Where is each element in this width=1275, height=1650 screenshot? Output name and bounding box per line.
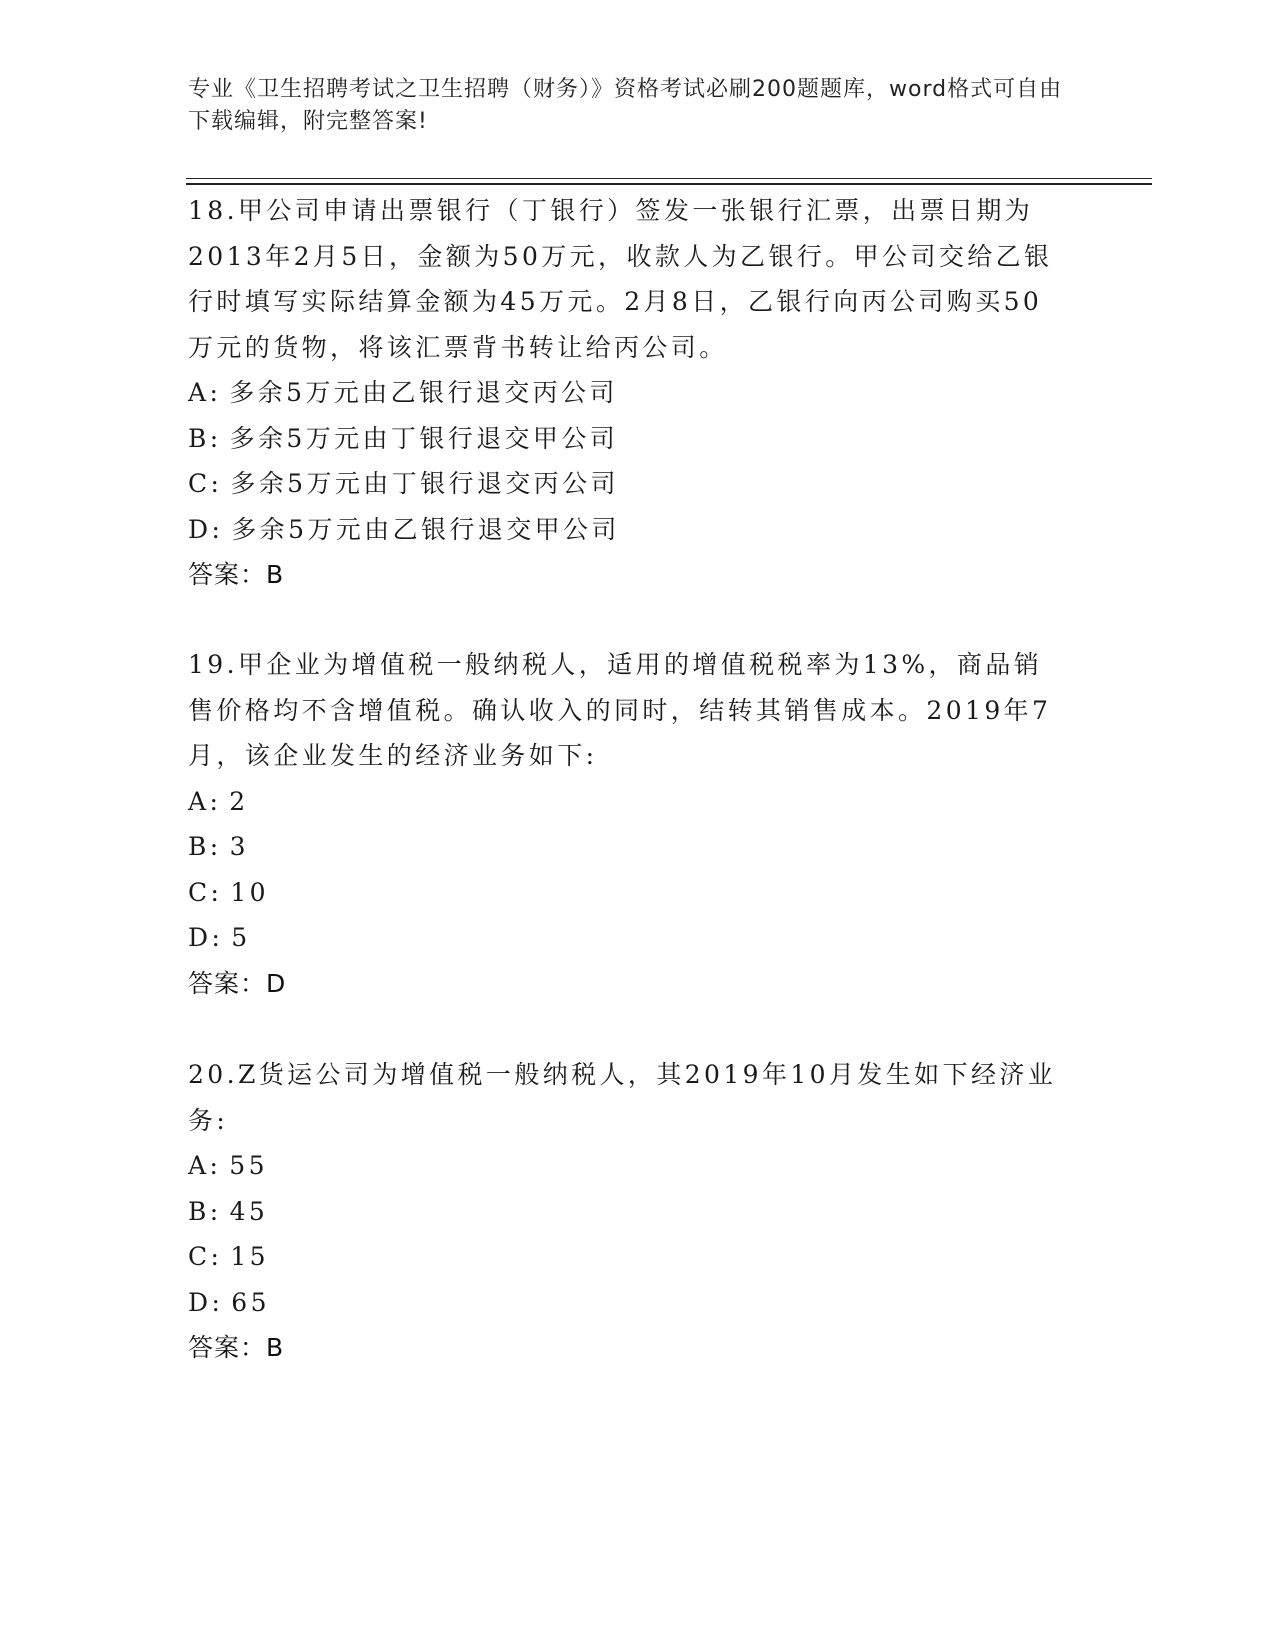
option-key: D: [188,923,224,952]
question-stem: 19.甲企业为增值税一般纳税人，适用的增值税税率为13%，商品销售价格均不含增值税。确认收入的同时，结转其销售成本。2019年7月，该企业发生的经济业务如下: [188,650,1052,770]
option-key: C: [188,877,223,907]
document-title: 专业《卫生招聘考试之卫生招聘（财务）》资格考试必刷200题题库，word格式可自由下载编辑，附完整答案! [188,77,1063,134]
option-a [188,779,1068,825]
option-key: A: [188,378,222,407]
option-text: 2 [229,786,249,816]
header-divider-thin [186,178,1152,179]
option-d [188,915,1068,961]
option-c [188,870,1068,916]
option-text: 多余5万元由乙银行退交甲公司 [231,514,620,544]
option-text: 多余5万元由乙银行退交丙公司 [229,378,618,407]
question-stem: 20.Z货运公司为增值税一般纳税人，其2019年10月发生如下经济业务: [188,1060,1057,1135]
answer: 答案：B [188,560,285,589]
option-d [188,1280,1068,1326]
option-text: 10 [230,877,269,907]
option-key: D: [188,514,224,544]
question-stem: 18.甲公司申请出票银行（丁银行）签发一张银行汇票，出票日期为2013年2月5日，金额为50万元，收款人为乙银行。甲公司交给乙银行时填写实际结算金额为45万元。2月8日，乙银行向丙公司购买50万元的货物，将该汇票背书转让给丙公司。 [188,196,1053,362]
option-key: B: [188,1196,222,1226]
page-header [188,74,1068,138]
option-text: 45 [229,1196,269,1226]
option-key: A: [188,786,222,816]
option-key: B: [188,832,222,861]
option-d [188,507,1068,553]
question-19 [188,642,1068,1006]
option-c [188,461,1068,507]
option-a [188,370,1068,416]
question-18 [188,188,1068,598]
header-divider-thick [186,183,1152,185]
option-text: 多余5万元由丁银行退交丙公司 [230,469,619,498]
option-text: 55 [229,1151,268,1180]
option-text: 65 [231,1287,270,1317]
option-text: 多余5万元由丁银行退交甲公司 [229,423,619,453]
answer: 答案：B [188,1333,285,1362]
option-text: 3 [229,832,249,861]
option-a [188,1143,1068,1189]
option-key: C: [188,469,223,498]
answer: 答案：D [188,968,287,998]
option-key: C: [188,1242,223,1271]
option-key: A: [188,1151,222,1180]
option-key: B: [188,423,222,453]
option-key: D: [188,1287,224,1317]
question-20 [188,1052,1068,1371]
option-text: 5 [231,923,251,952]
option-b [188,416,1068,462]
option-b [188,824,1068,870]
option-text: 15 [230,1242,269,1271]
option-b [188,1189,1068,1235]
option-c [188,1234,1068,1280]
